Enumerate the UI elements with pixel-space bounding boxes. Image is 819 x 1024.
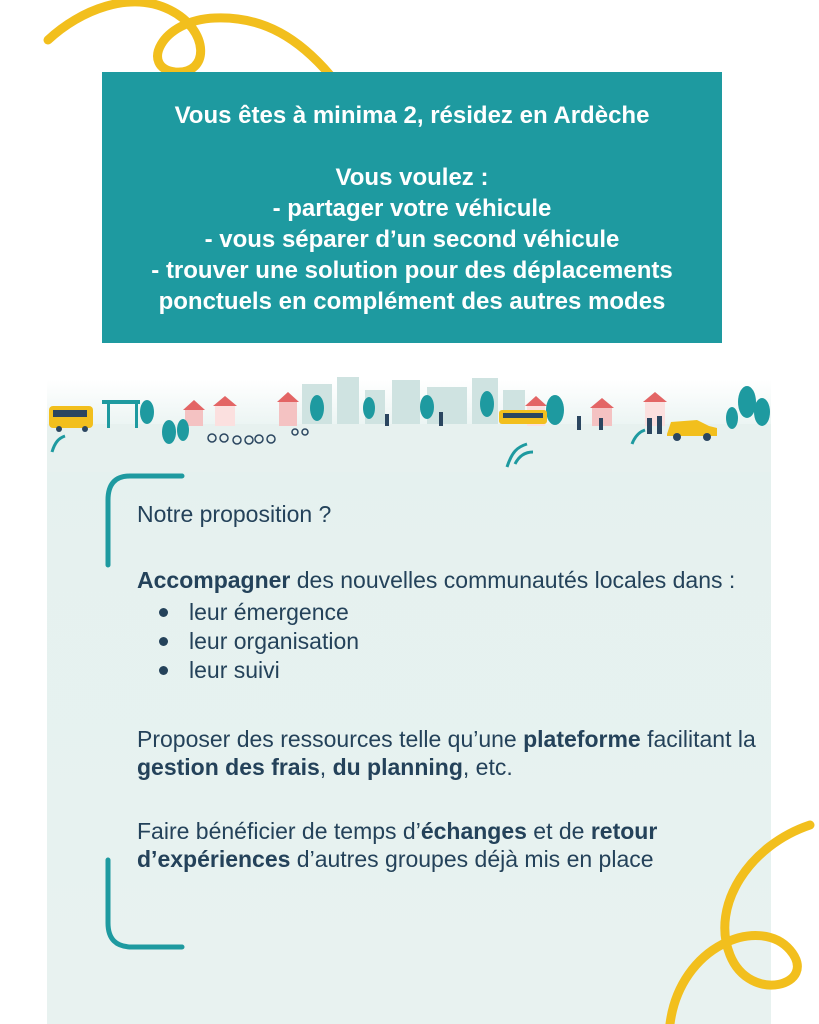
bullet-list	[159, 598, 757, 685]
bullet-dot-icon	[159, 637, 168, 646]
paragraph-text: Faire bénéficier de temps d’	[137, 818, 421, 844]
bold-planning: du planning	[332, 754, 463, 780]
banner-spacer	[102, 131, 722, 162]
bullet-dot-icon	[159, 666, 168, 675]
tram-icon	[499, 410, 547, 424]
paragraph-accompagner	[137, 566, 757, 594]
paragraph-text: ,	[319, 754, 333, 780]
mobility-scene-illustration	[47, 372, 771, 472]
banner-line-2: Vous voulez :	[335, 164, 489, 191]
paragraph-text: et de	[526, 818, 591, 844]
proposition-heading: Notre proposition ?	[137, 501, 332, 527]
banner-line-1: Vous êtes à minima 2, résidez en Ardèche	[174, 102, 650, 129]
bold-retour-experiences: retour d’expériences	[137, 818, 658, 872]
paragraph-text: , etc.	[462, 754, 513, 780]
paragraph-text: facilitant la	[640, 726, 756, 752]
list-item	[159, 627, 757, 656]
paragraph-echanges	[137, 817, 757, 873]
list-item-label: leur organisation	[189, 628, 360, 654]
list-item-label: leur émergence	[189, 599, 349, 625]
bold-accompagner: Accompagner	[137, 567, 291, 593]
banner-item: - vous séparer d’un second véhicule	[204, 226, 620, 253]
bullet-dot-icon	[159, 608, 168, 617]
list-item	[159, 656, 757, 685]
paragraph-text: Proposer des ressources telle qu’une	[137, 726, 524, 752]
banner-item: - partager votre véhicule	[272, 195, 552, 222]
bold-plateforme: plateforme	[523, 726, 641, 752]
banner-item: ponctuels en complément des autres modes	[158, 288, 666, 315]
list-item	[159, 598, 757, 627]
proposition-text	[137, 500, 757, 873]
intro-banner	[102, 72, 722, 343]
banner-item: - trouver une solution pour des déplacements	[151, 257, 673, 284]
paragraph-text: d’autres groupes déjà mis en place	[290, 846, 654, 872]
paragraph-ressources	[137, 725, 757, 781]
list-item-label: leur suivi	[189, 657, 280, 683]
paragraph-text: des nouvelles communautés locales dans :	[290, 567, 736, 593]
bold-echanges: échanges	[420, 818, 527, 844]
bold-gestion-frais: gestion des frais	[137, 754, 320, 780]
